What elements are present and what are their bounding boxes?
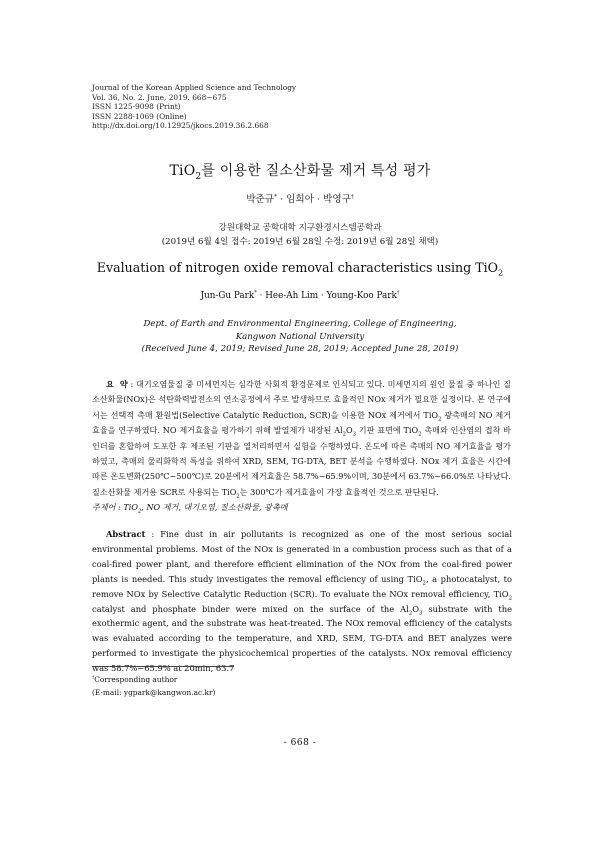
affiliation-english: Dept. of Earth and Environmental Engineering, College of Engineering, Kangwon National University (Received June 4, 2019; Revised June 28, 2019; Accepted June 28, 2019) (141, 319, 459, 355)
authors-korean: 박준규* · 임희아 · 박영구† (246, 193, 354, 205)
corresponding-email: (E-mail: ygpark@kangwon.ac.kr) (92, 687, 216, 697)
abstract-korean: 요 약 : 대기오염물질 중 미세먼지는 심각한 사회적 환경문제로 인식되고 있다. 미세먼지의 원인 물질 중 하나인 질소산화물(NOx)은 석탄화력발전소의 연소공정에서 주로 발생하므로 효율적인 NOx 제거가 필요한 실정이다. 본 연구에서는 선택적 촉매 환원법(Selective Catalytic Reduction, SCR)을 이용한 NOx 제거에서 TiO$_2$ 광촉매의 NO 제거효율을 연구하였다. NO 제거효율을 평가하기 위해 발열제가 내장된 $Al_2O_3$ 기판 표면에 TiO$_2$ 촉매와 인산염의 접착 바인더를 혼합하여 도포한 후 제조된 기판을 열처리하면서 실험을 수행하였다. 온도에 따른 촉매의 NO 제거효율을 평가하였고, 촉매의 물리화학적 특성을 위하여 XRD, SEM, TG-DTA, BET 분석을 수행하였다. NOx 제거 효율은 시간에 따른 온도변화(250℃~500℃)로 20분에서 제거효율은 58.7%~65.9%이며, 30분에서 63.7%~66.0%로 나타났다. 질소산화물 제거용 SCR로 사용되는 TiO$_2$는 300℃가 제거효율이 가장 효율적인 것으로 판단된다. (92, 379, 511, 500)
dates-korean: (2019년 6월 4일 접수: 2019년 6월 28일 수정: 2019년 6월 28일 채택) (161, 237, 439, 247)
affiliation-korean: 강원대학교 공학대학 지구환경시스템공학과 (218, 223, 382, 233)
page-number: - 668 - (283, 738, 317, 748)
issn-print: ISSN 1225-9098 (Print) (92, 102, 181, 112)
issn-online: ISSN 2288-1069 (Online) (92, 111, 187, 121)
title-korean: TiO$_2$를 이용한 질소산화물 제거 특성 평가 (169, 163, 431, 182)
journal-info (92, 83, 512, 131)
footnote: †Corresponding author (E-mail: ygpark@kangwon.ac.kr) (92, 674, 215, 699)
authors-english: Jun-Gu Park* · Hee-Ah Lim · Young-Koo Park† (200, 290, 400, 301)
journal-volume: Vol. 36, No. 2. June, 2019. 668~675 (92, 92, 227, 102)
doi-link[interactable]: http://dx.doi.org/10.12925/jkocs.2019.36.2.668 (92, 121, 269, 131)
keywords-korean: 주제어 : TiO$_2$, NO 제거, 대기오염, 질소산화물, 광촉매 (92, 502, 288, 515)
footnote-divider (92, 666, 234, 667)
title-english: Evaluation of nitrogen oxide removal characteristics using TiO$_2$ (96, 260, 504, 278)
abstract-english-label: Abstract (106, 529, 146, 539)
abstract-english: Abstract : Fine dust in air pollutants is recognized as one of the most serious social environmental problems. Most of the NOx is generated in a combustion process such as that of a coal-fired power plant, and therefore efficient elimination of the NOx from the coal-fired power plants is needed. This study investigates the removal efficiency of using TiO$_2$, a photocatalyst, to remove NOx by Selective Catalytic Reduction (SCR). To evaluate the NOx removal efficiency, TiO$_2$ catalyst and phosphate binder were mixed on the surface of the $Al_2O_3$ substrate with the exothermic agent, and the substrate was heat-treated. The NOx removal efficiency of the catalysts was evaluated according to the temperature, and XRD, SEM, TG-DTA and BET analyzes were performed to investigate the physicochemical properties of the catalysts. NOx removal efficiency was 58.7%~65.9% at 20min, 63.7 (92, 529, 512, 674)
journal-name: Journal of the Korean Applied Science and Technology (92, 83, 297, 92)
abstract-korean-label: 요 약 (106, 379, 128, 389)
